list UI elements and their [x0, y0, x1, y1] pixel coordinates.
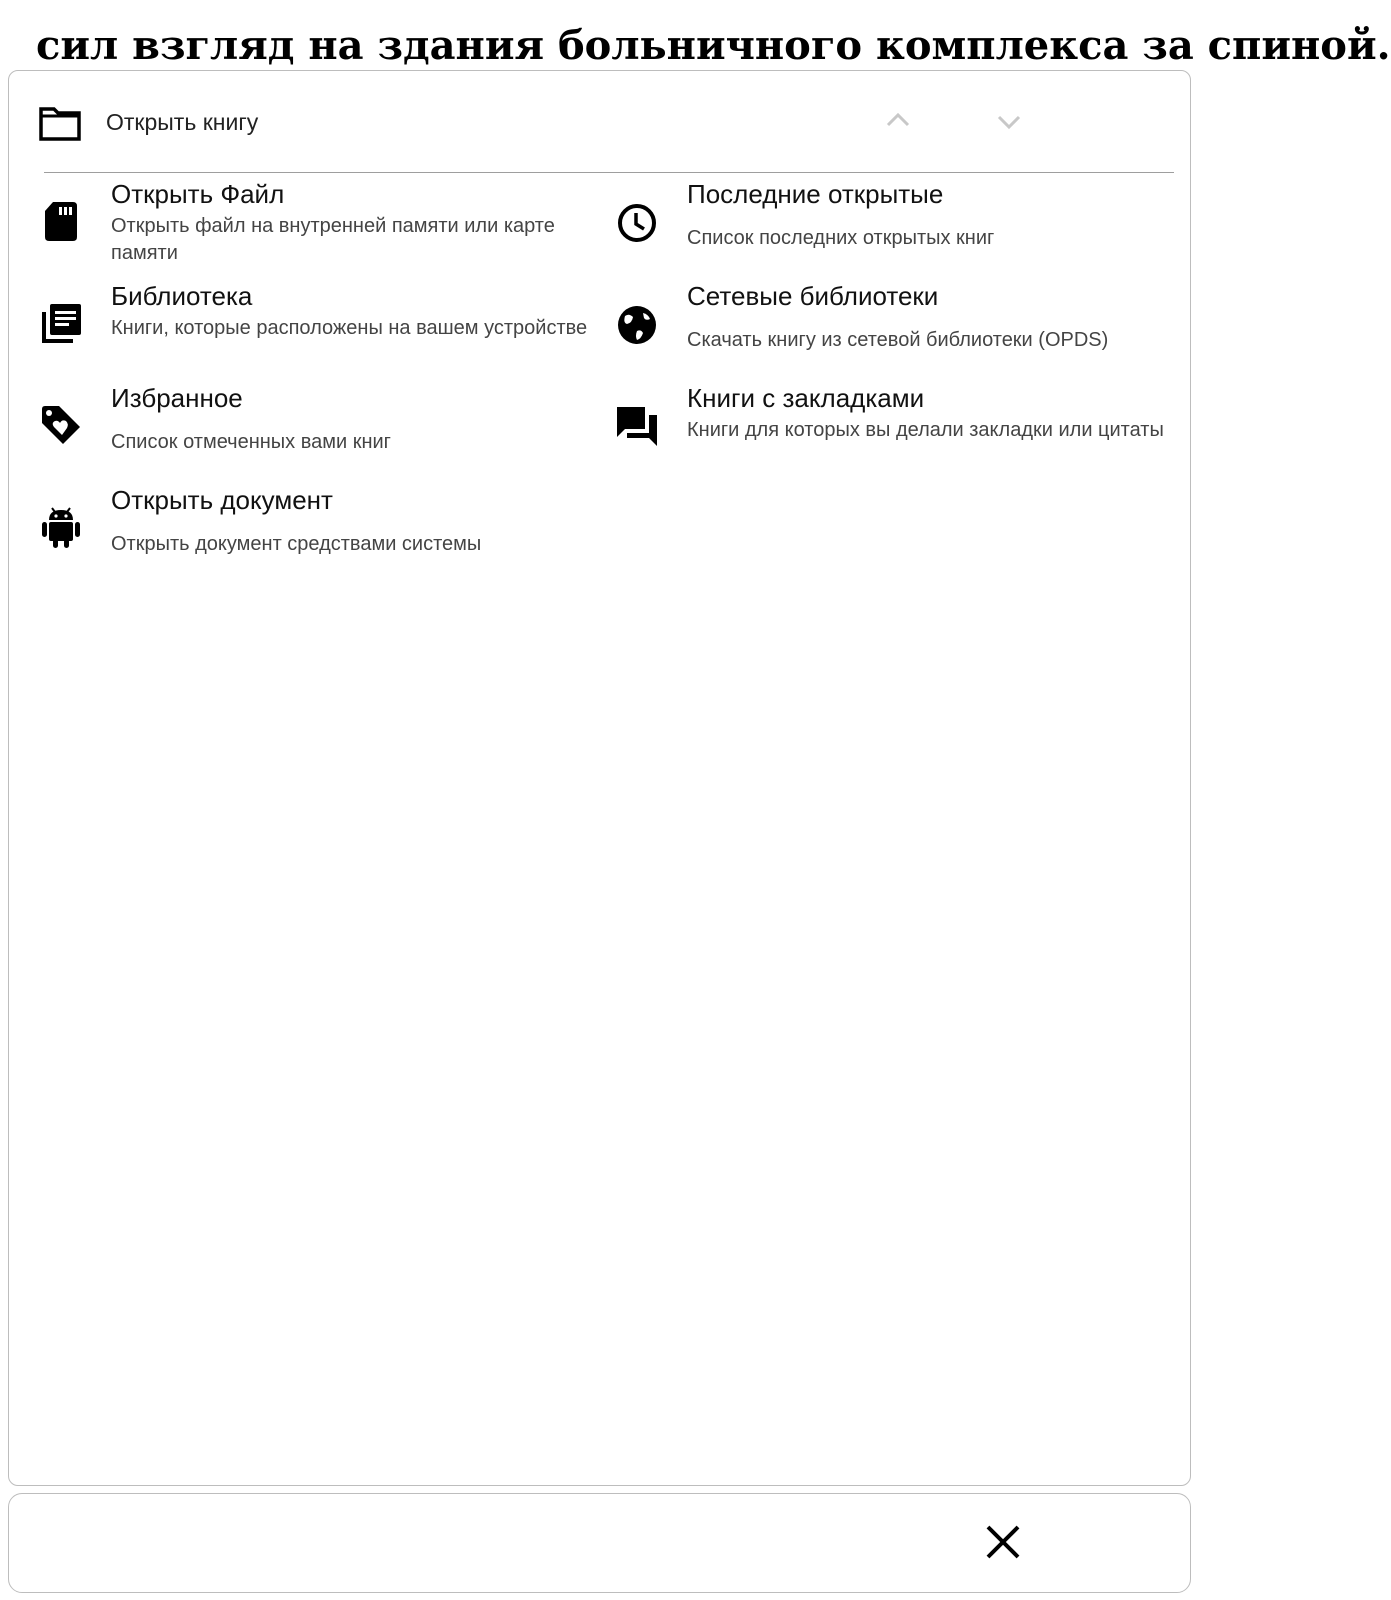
menu-item-label: Последние открытые	[687, 179, 944, 209]
open-book-dialog	[8, 70, 1191, 1486]
chevron-up-icon[interactable]	[885, 109, 911, 129]
menu-item-description: Книги для которых вы делали закладки или цитаты	[687, 419, 1164, 441]
menu-item-label: Библиотека	[111, 281, 253, 311]
tag-heart-icon	[39, 403, 83, 447]
menu-item-description: Книги, которые расположены на вашем устройстве	[111, 317, 588, 339]
chevron-down-icon[interactable]	[996, 113, 1022, 133]
menu-item-label: Открыть документ	[111, 485, 333, 515]
chat-bubbles-icon	[615, 403, 659, 447]
background-text-top: сил взгляд на здания больничного комплекса за спиной.	[36, 22, 1391, 69]
android-icon	[39, 505, 83, 549]
menu-item-label: Книги с закладками	[687, 383, 925, 413]
library-books-icon	[39, 301, 83, 345]
bottom-bar	[8, 1493, 1191, 1593]
menu-item-label: Открыть Файл	[111, 179, 285, 209]
menu-item-description: Открыть файл на внутренней памяти или карте памяти	[111, 215, 555, 264]
clock-icon	[615, 199, 659, 243]
close-icon[interactable]	[977, 1516, 1029, 1568]
header-divider	[44, 172, 1174, 173]
menu-item-label: Сетевые библиотеки	[687, 281, 939, 311]
menu-item-description: Список последних открытых книг	[687, 227, 995, 249]
folder-icon	[39, 107, 81, 141]
globe-icon	[615, 301, 659, 345]
dialog-header	[9, 71, 1190, 173]
menu-item-description: Скачать книгу из сетевой библиотеки (OPDS)	[687, 329, 1109, 351]
sd-card-icon	[39, 199, 83, 243]
menu-item-label: Избранное	[111, 383, 243, 413]
menu-item-description: Список отмеченных вами книг	[111, 431, 391, 453]
menu-item-description: Открыть документ средствами системы	[111, 533, 482, 555]
dialog-title: Открыть книгу	[106, 109, 259, 135]
